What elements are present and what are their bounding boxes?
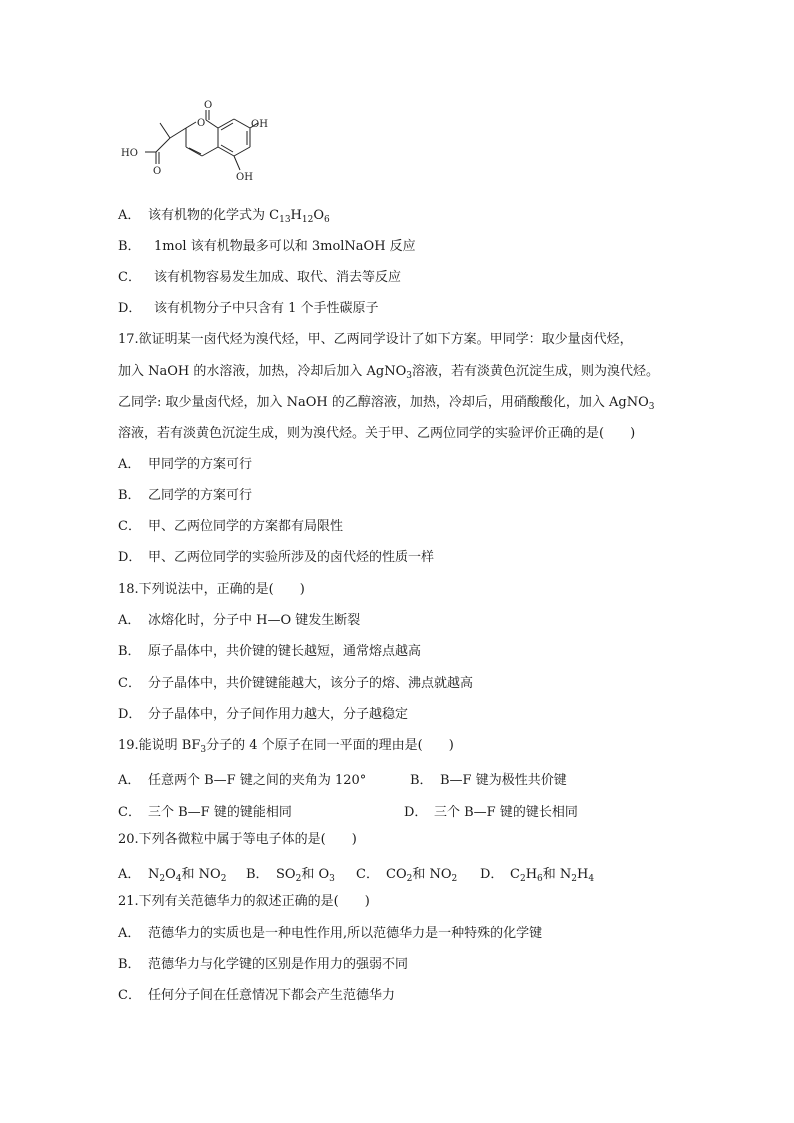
- subscript: 4: [175, 874, 182, 884]
- option-text: 1mol 该有机物最多可以和 3molNaOH 反应: [154, 239, 416, 254]
- q19-stem: [118, 738, 454, 754]
- formula-part: 和 N: [542, 867, 572, 882]
- option-label: B．: [118, 488, 141, 503]
- option-text: 分子晶体中，共价键键能越大，该分子的熔、沸点就越高: [148, 676, 474, 691]
- formula-part: 和 NO: [181, 867, 221, 882]
- subscript: 12: [301, 215, 314, 225]
- stem-text: 乙同学: 取少量卤代烃，加入 NaOH 的乙醇溶液，加热，冷却后，用硝酸酸化，加入 AgNO: [118, 395, 649, 410]
- option-text: 甲同学的方案可行: [148, 457, 253, 472]
- option-label: A．: [118, 773, 141, 788]
- subscript: 2: [295, 874, 302, 884]
- q17-stem-line4: 溶液，若有淡黄色沉淀生成，则为溴代烃。关于甲、乙两位同学的实验评价正确的是( ): [118, 426, 636, 441]
- option-label: D．: [118, 707, 142, 722]
- option-label: D．: [480, 867, 504, 882]
- subscript: 6: [537, 874, 543, 884]
- option-label: B．: [118, 957, 141, 972]
- subscript: 2: [519, 874, 526, 884]
- stem-text: 加入 NaOH 的水溶液，加热，冷却后加入 AgNO: [118, 364, 407, 379]
- atom-label: HO: [121, 148, 138, 159]
- option-text: H: [290, 208, 302, 223]
- subscript: 2: [406, 874, 413, 884]
- option-text: 乙同学的方案可行: [148, 488, 253, 503]
- option-text: 任何分子间在任意情况下都会产生范德华力: [148, 988, 396, 1003]
- subscript: 13: [279, 215, 291, 225]
- formula-part: 和 O: [301, 867, 330, 882]
- subscript: 4: [588, 874, 595, 884]
- option-label: D．: [118, 301, 142, 316]
- option-text: 该有机物的化学式为 C: [148, 208, 280, 223]
- formula-part: H: [525, 867, 538, 882]
- option-text: 甲、乙两位同学的实验所涉及的卤代烃的性质一样: [148, 550, 435, 565]
- option-text: 原子晶体中，共价键的键长越短，通常熔点越高: [148, 644, 422, 659]
- q21-option-c: [118, 988, 395, 1004]
- q21-option-a: [118, 926, 542, 942]
- q16-option-a: [118, 208, 330, 224]
- option-text: 范德华力的实质也是一种电性作用,所以范德华力是一种特殊的化学键: [148, 926, 543, 941]
- q20-option-b: [246, 863, 335, 882]
- option-label: A．: [118, 457, 141, 472]
- q19-option-a: [118, 769, 366, 788]
- option-label: C．: [118, 519, 141, 534]
- stem-text: 分子的 4 个原子在同一平面的理由是( ): [206, 738, 454, 753]
- q18-stem: 18.下列说法中，正确的是( ): [118, 582, 305, 597]
- q20-option-c: [356, 863, 457, 882]
- subscript: 2: [159, 874, 166, 884]
- stem-text: 溶液，若有淡黄色沉淀生成，则为溴代烃。: [412, 364, 660, 379]
- option-label: B．: [410, 773, 433, 788]
- formula-part: CO: [386, 867, 407, 882]
- q17-stem-line3: [118, 395, 655, 411]
- option-label: C．: [118, 270, 141, 285]
- option-label: D．: [118, 550, 142, 565]
- option-text: 三个 B—F 键的键长相同: [434, 805, 578, 820]
- subscript: 6: [324, 215, 330, 225]
- q17-option-b: [118, 488, 252, 504]
- option-label: C．: [356, 867, 379, 882]
- option-label: C．: [118, 805, 141, 820]
- subscript: 2: [220, 874, 227, 884]
- option-label: C．: [118, 988, 141, 1003]
- formula-part: C: [510, 867, 520, 882]
- q20-stem: 20.下列各微粒中属于等电子体的是( ): [118, 832, 357, 847]
- atom-label: O: [153, 166, 162, 177]
- option-label: D．: [404, 805, 428, 820]
- formula-part: SO: [276, 867, 296, 882]
- formula-part: O: [165, 867, 176, 882]
- option-label: B．: [118, 644, 141, 659]
- formula-part: N: [148, 867, 160, 882]
- atom-label: OH: [236, 172, 253, 183]
- atom-label: O: [197, 118, 206, 129]
- option-label: B．: [118, 239, 141, 254]
- chemical-structure: [118, 98, 278, 198]
- q20-option-d: [480, 863, 594, 882]
- option-text: 该有机物容易发生加成、取代、消去等反应: [154, 270, 402, 285]
- subscript: 3: [406, 371, 412, 381]
- subscript: 3: [200, 745, 207, 755]
- atom-label: O: [204, 100, 213, 111]
- stem-text: 19.能说明 BF: [118, 738, 201, 753]
- subscript: 3: [329, 874, 335, 884]
- option-text: B—F 键为极性共价键: [440, 773, 567, 788]
- q17-option-d: [118, 550, 434, 566]
- q17-stem-line2: [118, 364, 659, 380]
- option-text: 甲、乙两位同学的方案都有局限性: [148, 519, 344, 534]
- formula-part: 和 NO: [412, 867, 452, 882]
- subscript: 3: [648, 402, 655, 412]
- q19-option-b: [410, 769, 567, 788]
- option-text: 范德华力与化学键的区别是作用力的强弱不同: [148, 957, 409, 972]
- option-text: 三个 B—F 键的键能相同: [148, 805, 292, 820]
- option-label: A．: [118, 926, 141, 941]
- option-text: 分子晶体中，分子间作用力越大，分子越稳定: [148, 707, 409, 722]
- option-label: A．: [118, 867, 141, 882]
- formula-part: H: [577, 867, 589, 882]
- q16-option-d: [118, 301, 379, 317]
- option-text: 该有机物分子中只含有 1 个手性碳原子: [154, 301, 379, 316]
- q18-option-b: [118, 644, 421, 660]
- q17-option-a: [118, 457, 252, 473]
- q21-option-b: [118, 957, 408, 973]
- option-label: A．: [118, 208, 141, 223]
- q17-stem-line1: 17.欲证明某一卤代烃为溴代烃，甲、乙两同学设计了如下方案。甲同学：取少量卤代烃，: [118, 332, 633, 347]
- q18-option-a: [118, 613, 360, 629]
- option-text: 任意两个 B—F 键之间的夹角为 120°: [148, 773, 367, 788]
- option-label: A．: [118, 613, 141, 628]
- option-label: C．: [118, 676, 141, 691]
- q18-option-d: [118, 707, 408, 723]
- subscript: 2: [451, 874, 458, 884]
- q17-option-c: [118, 519, 343, 535]
- q19-option-d: [404, 801, 578, 820]
- q16-option-c: [118, 270, 401, 286]
- q21-stem: 21.下列有关范德华力的叙述正确的是( ): [118, 894, 370, 909]
- atom-label: OH: [251, 119, 268, 130]
- q16-option-b: [118, 239, 416, 255]
- q18-option-c: [118, 676, 473, 692]
- q19-option-c: [118, 801, 292, 820]
- option-label: B．: [246, 867, 269, 882]
- option-text: O: [313, 208, 325, 223]
- q20-option-a: [118, 863, 226, 882]
- option-text: 冰熔化时，分子中 H—O 键发生断裂: [148, 613, 361, 628]
- subscript: 2: [571, 874, 578, 884]
